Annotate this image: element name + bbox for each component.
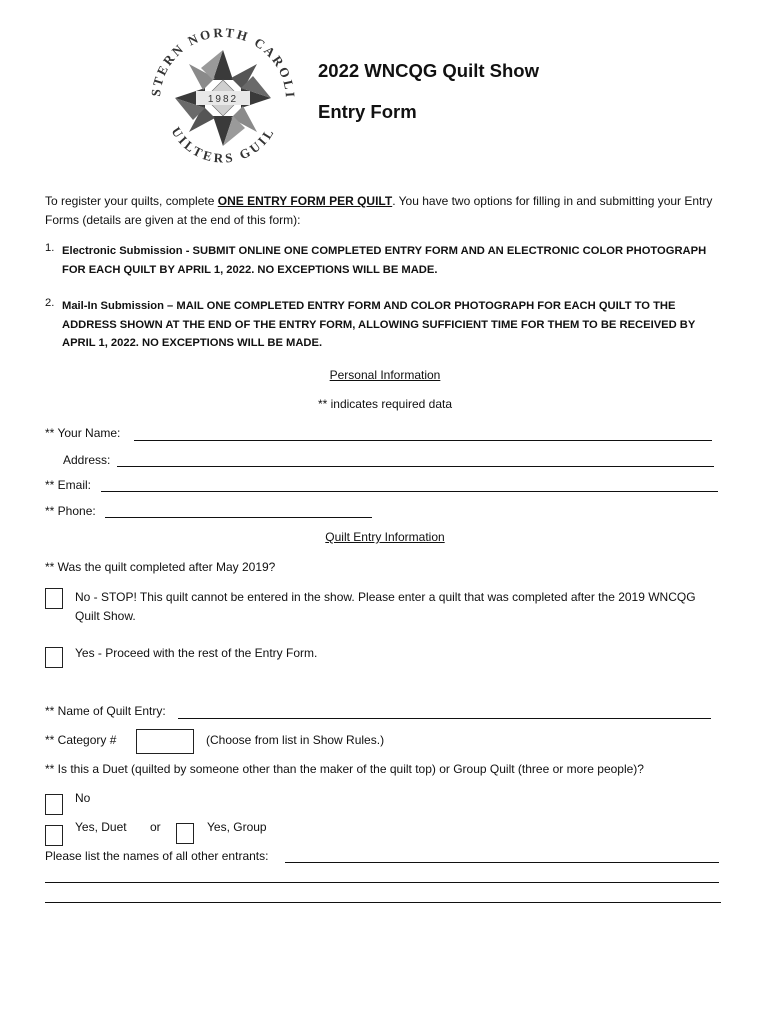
name-label: ** Your Name: [45,426,121,440]
yes-group-label: Yes, Group [207,820,267,834]
intro-text-after: . You have two options for filling in and submitting your Entry Forms (details are given at the end of this form): [45,194,713,227]
phone-field-line[interactable] [105,517,372,518]
form-subtitle: Entry Form [318,101,417,122]
intro-text-before: To register your quilts, complete [45,194,218,208]
category-label: ** Category # [45,733,117,747]
phone-label: ** Phone: [45,504,96,518]
personal-heading: Personal Information [329,368,441,382]
guild-logo [148,18,298,178]
entrants-field-line-3[interactable] [45,902,721,903]
yes-duet-checkbox[interactable] [45,825,63,846]
entrants-label: Please list the names of all other entrants: [45,849,269,863]
no-stop-checkbox[interactable] [45,588,63,609]
yes-proceed-checkbox[interactable] [45,647,63,668]
address-field-line[interactable] [117,466,714,467]
or-text: or [150,820,161,834]
entrants-field-line-1[interactable] [285,862,719,863]
category-hint: (Choose from list in Show Rules.) [206,733,385,747]
quilt-name-field-line[interactable] [178,718,711,719]
quilt-name-label: ** Name of Quilt Entry: [45,704,166,718]
guild-logo-graphic [148,18,298,178]
no-duet-label: No [75,791,91,805]
yes-proceed-label: Yes - Proceed with the rest of the Entry Form. [75,646,318,660]
svg-text:WESTERN NORTH CAROLINA: STERN NORTH CAROLI [148,24,298,100]
entrants-field-line-2[interactable] [45,882,719,883]
email-label: ** Email: [45,478,92,492]
intro-emphasis: ONE ENTRY FORM PER QUILT [217,194,393,208]
yes-duet-label: Yes, Duet [75,820,127,834]
option-electronic [45,242,725,279]
required-note: ** indicates required data [317,397,453,411]
quilt-heading: Quilt Entry Information [325,530,445,544]
option-mail [45,297,725,353]
form-title: 2022 WNCQG Quilt Show [318,60,539,81]
email-field-line[interactable] [101,491,718,492]
name-field-line[interactable] [134,440,712,441]
no-stop-label: No - STOP! This quilt cannot be entered in the show. Please enter a quilt that was completed after the 2019 WNCQG Quilt Show. [75,590,696,623]
no-duet-checkbox[interactable] [45,794,63,815]
option-number: 1. [45,242,55,254]
address-label: Address: [63,453,111,467]
category-input-box[interactable] [136,729,194,754]
duet-question: ** Is this a Duet (quilted by someone other than the maker of the quilt top) or Group Quilt (three or more people)? [45,762,644,776]
svg-text:1982: 1982 [207,94,239,105]
option-text: Mail-In Submission – MAIL ONE COMPLETED ENTRY FORM AND COLOR PHOTOGRAPH FOR EACH QUILT TO THE ADDRESS SHOWN AT THE END OF THE ENTRY FORM, ALLOWING SUFFICIENT TIME FOR THEM TO BE RECEIVED BY APRIL 1, 2022. NO EXCEPTIONS WILL BE MADE. [62,300,696,349]
intro-paragraph [45,192,725,230]
completed-question: ** Was the quilt completed after May 2019? [45,560,276,574]
svg-text:QUILTERS GUILD: UILTERS GUIL [168,123,278,166]
yes-group-checkbox[interactable] [176,823,194,844]
option-number: 2. [45,297,55,309]
option-text: Electronic Submission - SUBMIT ONLINE ONE COMPLETED ENTRY FORM AND AN ELECTRONIC COLOR PHOTOGRAPH FOR EACH QUILT BY APRIL 1, 2022. NO EXCEPTIONS WILL BE MADE. [62,245,707,276]
